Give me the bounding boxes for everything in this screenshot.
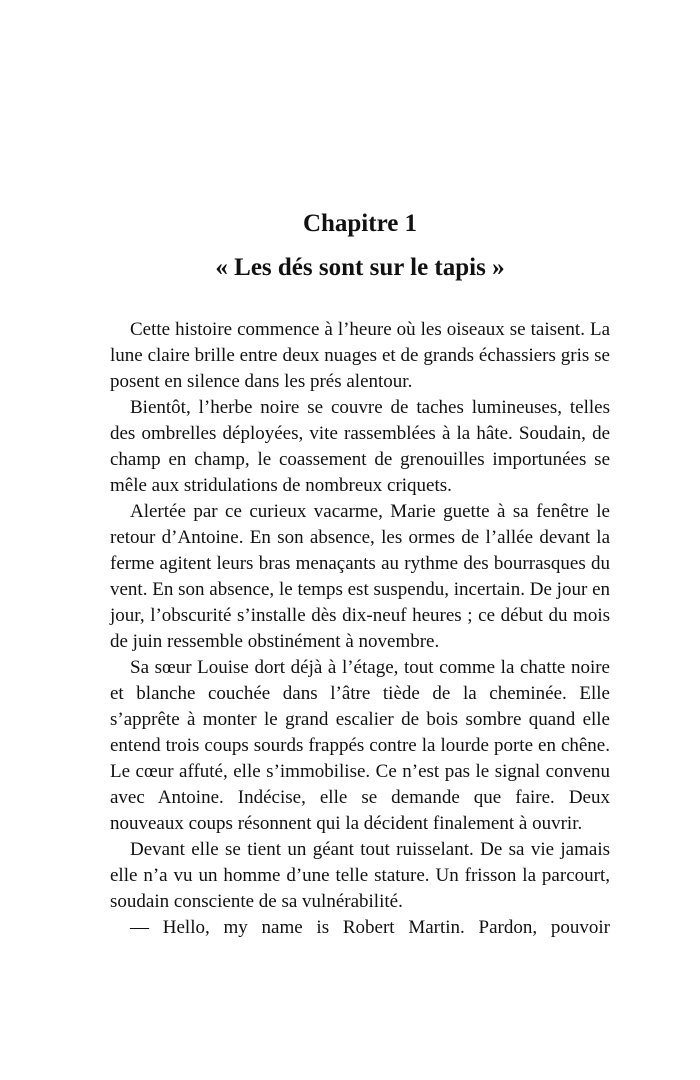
chapter-number: Chapitre 1 xyxy=(302,210,418,237)
chapter-body xyxy=(110,317,610,941)
paragraph-6-dialogue: — Hello, my name is Robert Martin. Pardon, pouvoir xyxy=(130,917,610,938)
paragraph-1: Cette histoire commence à l’heure où les oiseaux se taisent. La lune claire brille entre deux nuages et de grands échassiers gris se posent en silence dans les prés alentour. xyxy=(110,319,610,392)
paragraph-4: Sa sœur Louise dort déjà à l’étage, tout comme la chatte noire et blanche couchée dans l’âtre tiède de la cheminée. Elle s’apprête à monter le grand escalier de bois sombre quand elle entend trois coups sourds frappés contre la lourde porte en chêne. Le cœur affuté, elle s’immobilise. Ce n’est pas le signal convenu avec Antoine. Indécise, elle se demande que faire. Deux nouveaux coups résonnent qui la décident finalement à ouvrir. xyxy=(110,657,610,834)
chapter-title: « Les dés sont sur le tapis » xyxy=(215,254,505,281)
chapter-heading xyxy=(110,209,610,283)
paragraph-2: Bientôt, l’herbe noire se couvre de taches lumineuses, telles des ombrelles déployées, vite rassemblées à la hâte. Soudain, de champ en champ, le coassement de grenouilles importunées se mêle aux stridulations de nombreux criquets. xyxy=(110,397,610,496)
paragraph-3: Alertée par ce curieux vacarme, Marie guette à sa fenêtre le retour d’Antoine. En son absence, les ormes de l’allée devant la ferme agitent leurs bras menaçants au rythme des bourrasques du vent. En son absence, le temps est suspendu, incertain. De jour en jour, l’obscurité s’installe dès dix-neuf heures ; ce début du mois de juin ressemble obstinément à novembre. xyxy=(110,501,610,652)
paragraph-5: Devant elle se tient un géant tout ruisselant. De sa vie jamais elle n’a vu un homme d’une telle stature. Un frisson la parcourt, soudain consciente de sa vulnérabilité. xyxy=(110,839,610,912)
